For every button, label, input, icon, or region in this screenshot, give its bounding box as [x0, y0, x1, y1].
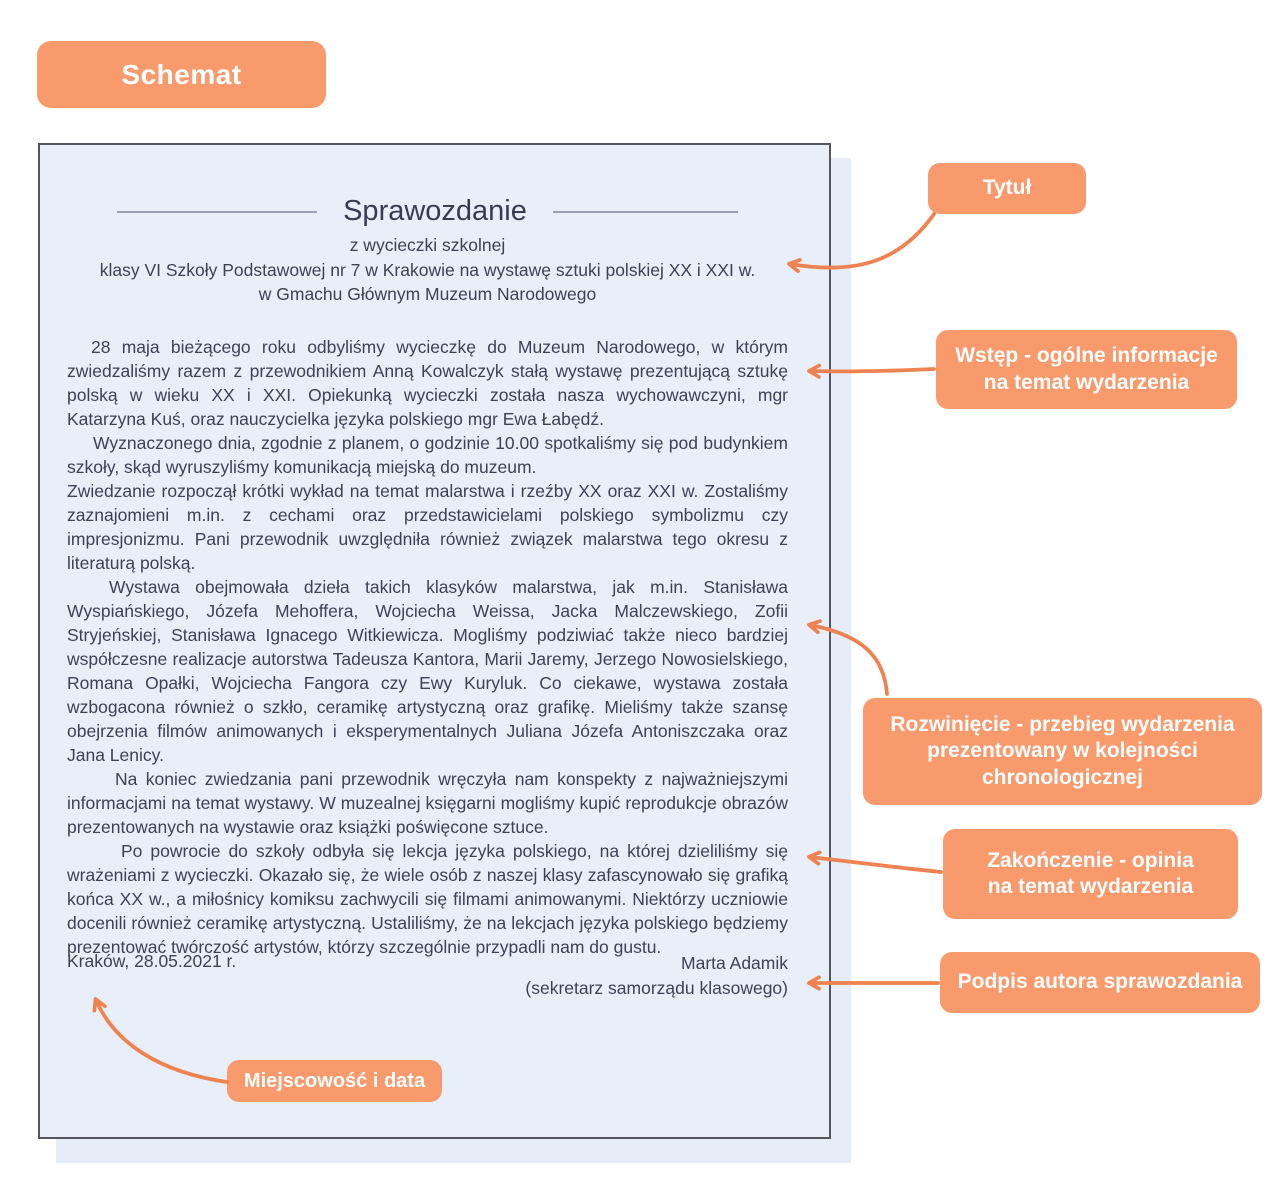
callout-line: na temat wydarzenia [983, 370, 1190, 394]
document-footer [67, 951, 788, 1001]
title-decor-line-right [553, 211, 738, 213]
paragraph-lecture: Zwiedzanie rozpoczął krótki wykład na temat malarstwa i rzeźby XX oraz XXI w. Zostaliśmy zaznajomieni m.in. z cechami oraz przedstawicielami polskiego symbolizmu czy impresjonizmu. Pani przewodnik uwzględniła również związek malarstwa tego okresu z literaturą polską. [67, 480, 788, 573]
place-and-date: Kraków, 28.05.2021 r. [67, 951, 237, 971]
author-role: (sekretarz samorządu klasowego) [525, 978, 788, 998]
subtitle-line: z wycieczki szkolnej [349, 235, 506, 255]
callout-title [928, 163, 1086, 214]
callout-line: Rozwinięcie - przebieg wydarzenia [890, 712, 1235, 736]
callout-line: Zakończenie - opinia [987, 848, 1194, 872]
paragraph-intro: 28 maja bieżącego roku odbyliśmy wycieczkę do Muzeum Narodowego, w którym zwiedzaliśmy razem z przewodnikiem Anną Kowalczyk stałą wystawę prezentującą sztukę polską w wieku XX i XXI. Opiekunką wycieczki została nasza wychowawczyni, mgr Katarzyna Kuś, oraz nauczycielka języka polskiego mgr Ewa Łabędź. [67, 336, 788, 429]
paragraph-ending-tour: Na koniec zwiedzania pani przewodnik wręczyła nam konspekty z najważniejszymi informacjami na temat wystawy. W muzealnej księgarni mogliśmy kupić reprodukcje obrazów prezentowanych na wystawie oraz książki poświęcone sztuce. [67, 768, 788, 837]
subtitle-line: klasy VI Szkoły Podstawowej nr 7 w Krakowie na wystawę sztuki polskiej XX i XXI w. [99, 259, 756, 280]
callout-line: chronologicznej [981, 765, 1143, 789]
callout-line: Miejscowość i data [243, 1069, 426, 1092]
document-body [67, 335, 788, 959]
callout-line: na temat wydarzenia [987, 875, 1194, 898]
report-document [38, 143, 831, 1139]
callout-place-date [227, 1060, 442, 1102]
schemat-badge: Schemat [37, 41, 326, 108]
title-decor-line-left [117, 211, 317, 213]
callout-introduction [936, 330, 1237, 409]
callout-line: prezentowany w kolejności [927, 739, 1198, 763]
document-title: Sprawozdanie [343, 195, 527, 227]
document-subtitle [67, 233, 788, 307]
paragraph-meeting: Wyznaczonego dnia, zgodnie z planem, o godzinie 10.00 spotkaliśmy się pod budynkiem szkoły, skąd wyruszyliśmy komunikacją miejską do muzeum. [67, 432, 788, 477]
paragraph-conclusion: Po powrocie do szkoły odbyła się lekcja języka polskiego, na której dzieliliśmy się wrażeniami z wycieczki. Okazało się, że wiele osób z naszej klasy zafascynowało się grafiką końca XX w., a miłośnicy komiksu zachwycili się filmami animowanymi. Niektórzy uczniowie docenili również ceramikę artystyczną. Ustaliliśmy, że na lekcjach języka polskiego będziemy prezentować twórczość artystów, którzy szczególnie przypadli nam do gustu. [67, 840, 788, 957]
callout-development [863, 698, 1262, 805]
callout-signature [940, 952, 1260, 1013]
callout-conclusion [943, 829, 1238, 919]
callout-line: Wstęp - ogólne informacje [955, 344, 1218, 367]
author-name: Marta Adamik [681, 953, 788, 973]
document-title-row [67, 195, 788, 228]
author-signature [525, 951, 788, 1001]
subtitle-line: w Gmachu Głównym Muzeum Narodowego [258, 284, 597, 304]
callout-line: Tytuł [982, 176, 1032, 200]
callout-line: Podpis autora sprawozdania [957, 970, 1243, 994]
paragraph-exhibition: Wystawa obejmowała dzieła takich klasyków malarstwa, jak m.in. Stanisława Wyspiańskiego, Józefa Mehoffera, Wojciecha Weissa, Jacka Malczewskiego, Zofii Stryjeńskiej, Stanisława Ignacego Witkiewicza. Mogliśmy podziwiać także nieco bardziej współczesne realizacje autorstwa Tadeusza Kantora, Marii Jaremy, Jerzego Nowosielskiego, Romana Opałki, Wojciecha Fangora czy Ewy Kuryluk. Co ciekawe, wystawa została wzbogacona również o szkło, ceramikę artystyczną oraz grafikę. Mieliśmy także szansę obejrzenia filmów animowanych i eksperymentalnych Juliana Józefa Antoniszczaka oraz Jana Lenicy. [67, 576, 788, 765]
